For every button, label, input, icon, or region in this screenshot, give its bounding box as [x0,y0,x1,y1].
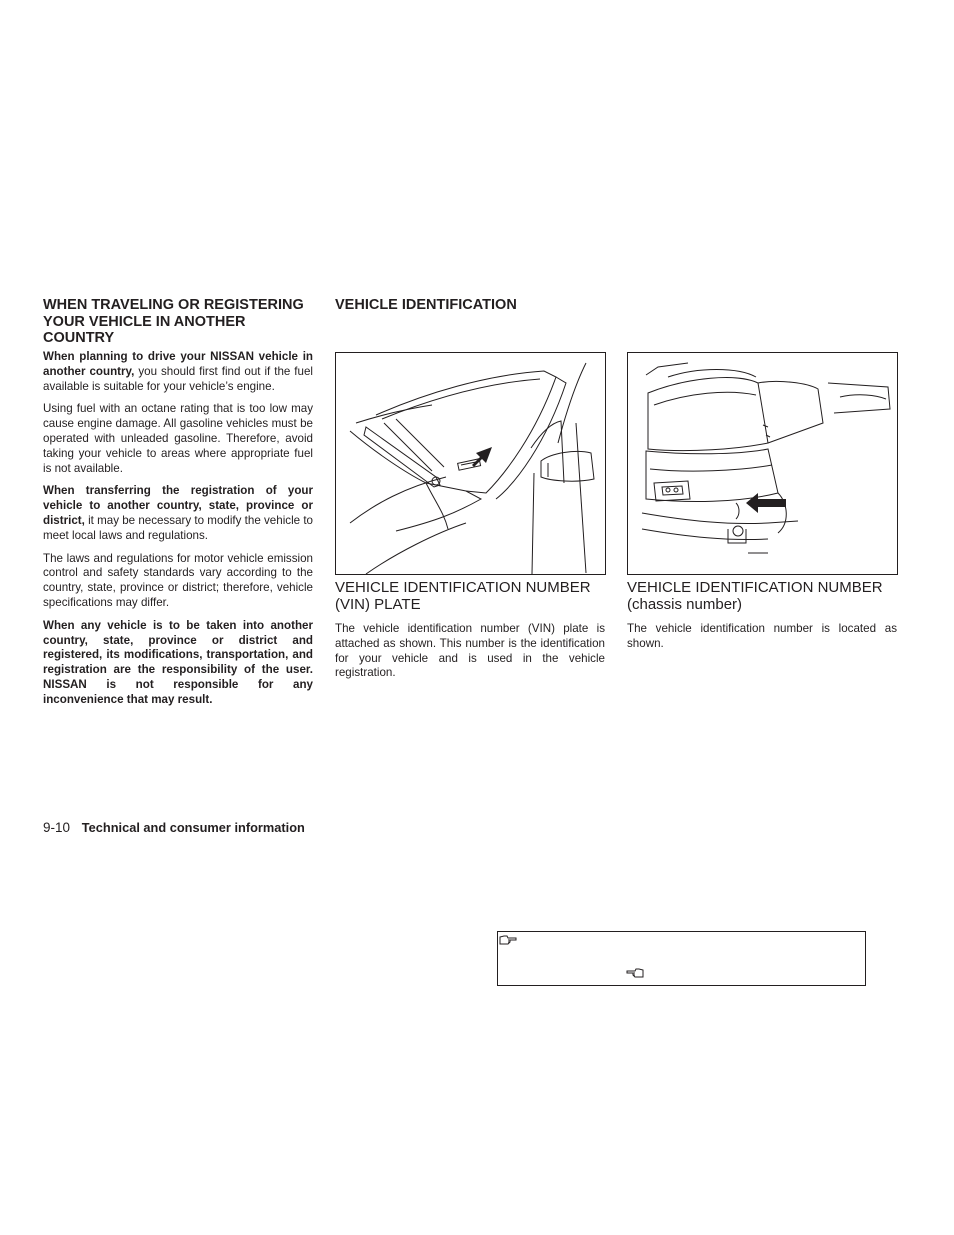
section-heading-vehicle-identification: VEHICLE IDENTIFICATION [335,297,517,313]
paragraph-transfer-bold: When transferring the registration of your vehicle to another country, state, province or district, [43,484,313,527]
page-footer [43,820,305,835]
arrow-icon [744,491,788,515]
pointing-hand-left-icon[interactable] [625,967,645,979]
paragraph-responsibility-bold: When any vehicle is to be taken into another country, state, province or district and registered, its modifications, transportation, and registration are the responsibility of the user. NISSAN is not responsible for any inconvenience that may result. [43,618,313,706]
paragraph-fuel-bold: When planning to drive your NISSAN vehicle in another country, [43,350,313,378]
section-title: Technical and consumer information [81,820,305,835]
paragraph-octane: Using fuel with an octane rating that is too low may cause engine damage. All gasoline vehicles must be operated with unleaded gasoline. Therefore, avoid taking your vehicle to areas where appropriate fuel is not available. [43,402,313,475]
pointing-hand-right-icon[interactable] [498,934,518,946]
paragraph-fuel [43,350,313,394]
vin-plate-illustration [335,352,606,575]
paragraph-laws: The laws and regulations for motor vehicle emission control and safety standards vary according to the country, state, province or district; therefore, vehicle specifications may differ. [43,551,313,609]
vin-plate-title: VEHICLE IDENTIFICATION NUMBER (VIN) PLATE [335,579,591,613]
chassis-number-title: VEHICLE IDENTIFICATION NUMBER (chassis number) [627,579,883,613]
paragraph-fuel-rest: you should first find out if the fuel available is suitable for your vehicle’s engine. [43,364,313,393]
vin-plate-description: The vehicle identification number (VIN) plate is attached as shown. This number is the identification for your vehicle and is used in the vehicle registration. [335,622,605,680]
paragraph-responsibility [43,619,313,708]
paragraph-transfer [43,484,313,543]
chassis-number-description: The vehicle identification number is located as shown. [627,622,897,650]
section-heading-traveling: WHEN TRAVELING OR REGISTERING YOUR VEHICLE IN ANOTHER COUNTRY [43,297,304,346]
arrow-icon [464,441,500,471]
chassis-number-illustration [627,352,898,575]
navigation-box [497,931,866,986]
paragraph-transfer-rest: it may be necessary to modify the vehicle to meet local laws and regulations. [43,513,313,542]
page-number: 9-10 [43,820,71,835]
traveling-body [43,350,313,716]
